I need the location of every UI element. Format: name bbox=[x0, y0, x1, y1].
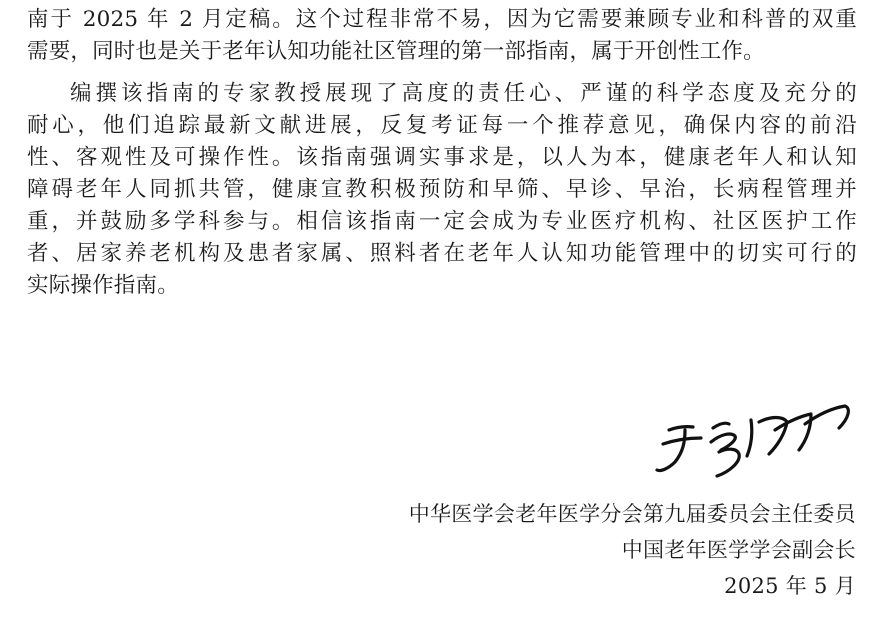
paragraph-2-line-7: 实际操作指南。 bbox=[27, 273, 179, 298]
paragraph-2-line-1: 编撰该指南的专家教授展现了高度的责任心、严谨的科学态度及充分的 bbox=[70, 81, 857, 106]
paragraph-2-line-4: 障碍老年人同抓共管，健康宣教积极预防和早筛、早诊、早治，长病程管理并 bbox=[27, 177, 857, 202]
signature-date: 2025 年 5 月 bbox=[724, 574, 856, 598]
paragraph-1-line-1: 南于 2025 年 2 月定稿。这个过程非常不易，因为它需要兼顾专业和科普的双重 bbox=[27, 7, 857, 32]
signature-title-1: 中华医学会老年医学分会第九届委员会主任委员 bbox=[408, 502, 856, 526]
paragraph-2-line-6: 者、居家养老机构及患者家属、照料者在老年人认知功能管理中的切实可行的 bbox=[27, 241, 857, 266]
signature-title-2: 中国老年医学学会副会长 bbox=[621, 538, 856, 562]
paragraph-2-line-3: 性、客观性及可操作性。该指南强调实事求是，以人为本，健康老年人和认知 bbox=[27, 145, 857, 170]
handwritten-signature bbox=[655, 400, 865, 492]
paragraph-2-line-5: 重，并鼓励多学科参与。相信该指南一定会成为专业医疗机构、社区医护工作 bbox=[27, 209, 857, 234]
paragraph-1-line-2: 需要，同时也是关于老年认知功能社区管理的第一部指南，属于开创性工作。 bbox=[27, 39, 765, 64]
paragraph-2-line-2: 耐心，他们追踪最新文献进展，反复考证每一个推荐意见，确保内容的前沿 bbox=[27, 113, 857, 138]
